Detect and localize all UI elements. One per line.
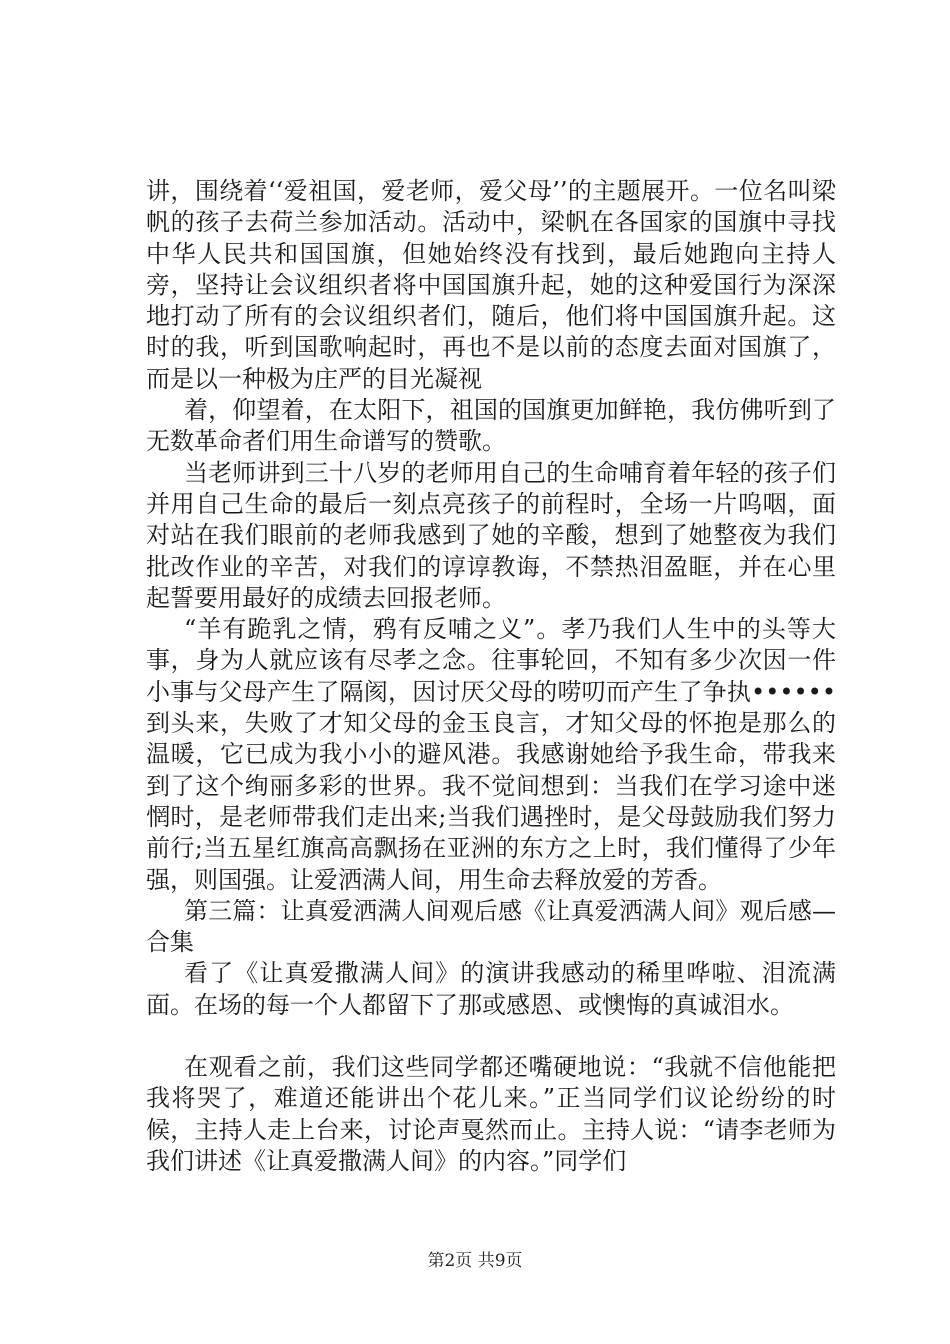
paragraph: 着，仰望着，在太阳下，祖国的国旗更加鲜艳，我仿佛听到了无数革命者们用生命谱写的赞歌。 — [146, 396, 836, 456]
paragraph: 当老师讲到三十八岁的老师用自己的生命哺育着年轻的孩子们并用自己生命的最后一刻点亮孩子的前程时，全场一片呜咽，面对站在我们眼前的老师我感到了她的辛酸，想到了她整夜为我们批改作业的辛苦，对我们的谆谆教诲，不禁热泪盈眶，并在心里起誓要用最好的成绩去回报老师。 — [146, 458, 836, 612]
document-body — [146, 176, 836, 1177]
section-heading: 第三篇：让真爱洒满人间观后感《让真爱洒满人间》观后感—合集 — [146, 896, 836, 957]
paragraph: 讲，围绕着‘‘爱祖国，爱老师，爱父母’’的主题展开。一位名叫梁帆的孩子去荷兰参加活动。活动中，梁帆在各国家的国旗中寻找中华人民共和国国旗，但她始终没有找到，最后她跑向主持人旁，坚持让会议组织者将中国国旗升起，她的这种爱国行为深深地打动了所有的会议组织者们，随后，他们将中国国旗升起。这时的我，听到国歌响起时，再也不是以前的态度去面对国旗了，而是以一种极为庄严的目光凝视 — [146, 177, 836, 393]
paragraph: “羊有跪乳之情，鸦有反哺之义”。孝乃我们人生中的头等大事，身为人就应该有尽孝之念。往事轮回，不知有多少次因一件小事与父母产生了隔阂，因讨厌父母的唠叨而产生了争执••••••到头来，失败了才知父母的金玉良言，才知父母的怀抱是那么的温暖，它已成为我小小的避风港。我感谢她给予我生命，带我来到了这个绚丽多彩的世界。我不觉间想到：当我们在学习途中迷惘时，是老师带我们走出来;当我们遇挫时，是父母鼓励我们努力前行;当五星红旗高高飘扬在亚洲的东方之上时，我们懂得了少年强，则国强。让爱洒满人间，用生命去释放爱的芳香。 — [146, 615, 836, 894]
paragraph: 看了《让真爱撒满人间》的演讲我感动的稀里哗啦、泪流满面。在场的每一个人都留下了那或感恩、或懊悔的真诚泪水。 — [146, 959, 836, 1019]
paragraph: 在观看之前，我们这些同学都还嘴硬地说：“我就不信他能把我将哭了，难道还能讲出个花儿来。”正当同学们议论纷纷的时候，主持人走上台来，讨论声戛然而止。主持人说：“请李老师为我们讲述《让真爱撒满人间》的内容。”同学们 — [146, 1053, 836, 1175]
page-number-footer: 第2页 共9页 — [427, 1251, 523, 1271]
